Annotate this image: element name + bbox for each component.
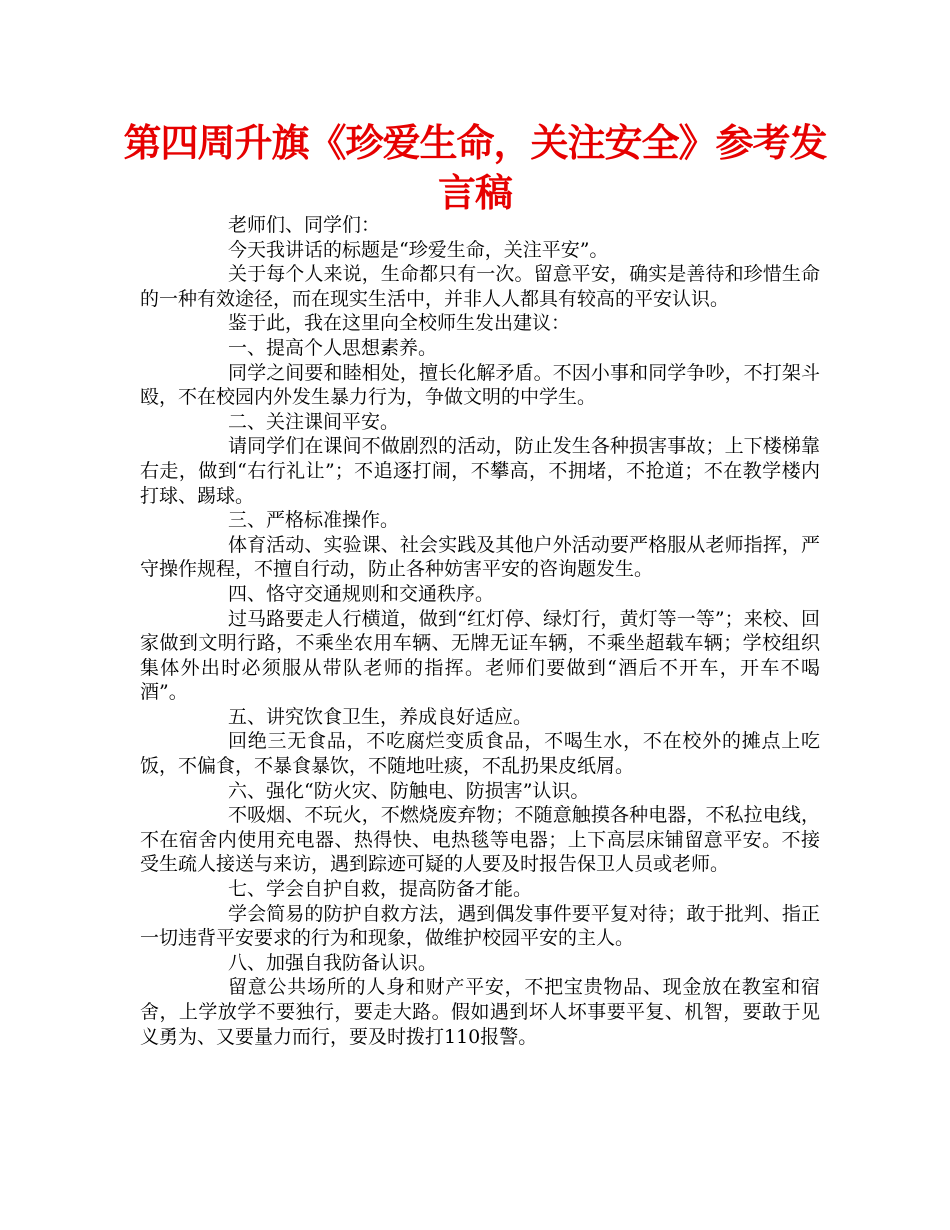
section-heading: 二、关注课间平安。: [228, 410, 400, 433]
section-heading: 三、严格标准操作。: [228, 509, 400, 532]
document-title: 第四周升旗《珍爱生命，关注安全》参考发言稿: [123, 121, 827, 215]
paragraph: 今天我讲话的标题是“珍爱生命，关注平安”。: [228, 238, 609, 261]
section-heading: 七、学会自护自救，提高防备才能。: [228, 878, 533, 901]
section-heading: 四、恪守交通规则和交通秩序。: [228, 582, 495, 605]
paragraph: 关于每个人来说，生命都只有一次。留意平安，确实是善待和珍惜生命的一种有效途径，而在现实生活中，并非人人都具有较高的平安认识。: [140, 263, 820, 310]
paragraph: 留意公共场所的人身和财产平安，不把宝贵物品、现金放在教室和宿舍，上学放学不要独行，要走大路。假如遇到坏人坏事要平复、机智，要敢于见义勇为、又要量力而行，要及时拨打110报警。: [140, 976, 820, 1048]
paragraph: 体育活动、实验课、社会实践及其他户外活动要严格服从老师指挥，严守操作规程，不擅自行动，防止各种妨害平安的咨询题发生。: [140, 533, 820, 581]
section-heading: 六、强化“防火灾、防触电、防损害”认识。: [228, 779, 590, 802]
section-heading: 八、加强自我防备认识。: [228, 951, 438, 974]
section-heading: 一、提高个人思想素养。: [228, 336, 438, 359]
paragraph: 过马路要走人行横道，做到“红灯停、绿灯行，黄灯等一等”；来校、回家做到文明行路，不乘坐农用车辆、无牌无证车辆，不乘坐超载车辆；学校组织集体外出时必须服从带队老师的指挥。老师们要做到“酒后不开车，开车不喝酒”。: [140, 607, 820, 704]
document-body: [140, 213, 820, 1049]
paragraph: 回绝三无食品，不吃腐烂变质食品，不喝生水，不在校外的摊点上吃饭，不偏食，不暴食暴饮，不随地吐痰，不乱扔果皮纸屑。: [140, 730, 820, 778]
paragraph: 请同学们在课间不做剧烈的活动，防止发生各种损害事故；上下楼梯靠右走，做到“右行礼让”；不追逐打闹，不攀高，不拥堵，不抢道；不在教学楼内打球、踢球。: [140, 435, 820, 507]
paragraph: 同学之间要和睦相处，擅长化解矛盾。不因小事和同学争吵，不打架斗殴，不在校园内外发生暴力行为，争做文明的中学生。: [140, 361, 820, 409]
paragraph: 学会简易的防护自救方法，遇到偶发事件要平复对待；敢于批判、指正一切违背平安要求的行为和现象，做维护校园平安的主人。: [140, 902, 820, 950]
paragraph: 老师们、同学们：: [228, 214, 381, 236]
paragraph: 不吸烟、不玩火，不燃烧废弃物；不随意触摸各种电器，不私拉电线，不在宿舍内使用充电器、热得快、电热毯等电器；上下高层床铺留意平安。不接受生疏人接送与来访，遇到踪迹可疑的人要及时报告保卫人员或老师。: [140, 804, 820, 876]
paragraph: 鉴于此，我在这里向全校师生发出建议：: [228, 312, 571, 335]
section-heading: 五、讲究饮食卫生，养成良好适应。: [228, 705, 533, 728]
